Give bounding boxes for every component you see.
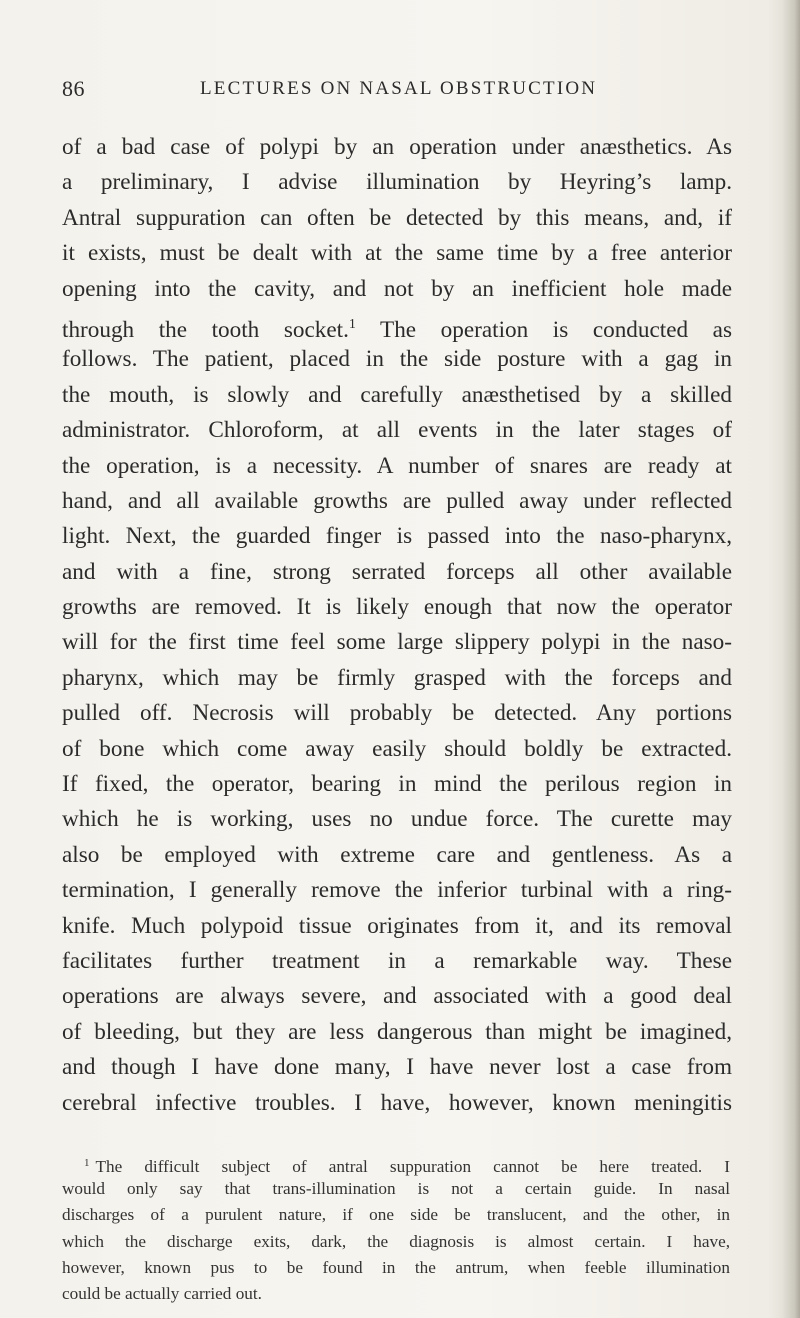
running-title: LECTURES ON NASAL OBSTRUCTION	[200, 78, 598, 99]
text-line: the operation, is a necessity. A number of snares are ready at	[62, 452, 732, 479]
footnote-line: could be actually carried out.	[62, 1283, 262, 1303]
text-line: administrator. Chloroform, at all events in the later stages of	[62, 417, 732, 444]
text-line: also be employed with extreme care and gentleness. As a	[62, 841, 732, 868]
text-line: the mouth, is slowly and carefully anæsthetised by a skilled	[62, 381, 732, 408]
footnote	[62, 1150, 730, 1307]
page-number: 86	[62, 76, 85, 101]
text-line: growths are removed. It is likely enough that now the operator	[62, 594, 732, 621]
text-line: a preliminary, I advise illumination by Heyring’s lamp.	[62, 169, 732, 196]
text-line: cerebral infective troubles. I have, however, known meningitis	[62, 1089, 732, 1116]
text-line: termination, I generally remove the inferior turbinal with a ring-	[62, 877, 732, 904]
footnote-line: would only say that trans-illumination is not a certain guide. In nasal	[62, 1179, 730, 1199]
text-line: pulled off. Necrosis will probably be detected. Any portions	[62, 700, 732, 727]
text-line: Antral suppuration can often be detected by this means, and, if	[62, 204, 732, 231]
text-line: will for the first time feel some large slippery polypi in the naso-	[62, 629, 732, 656]
text-line: which he is working, uses no undue force. The curette may	[62, 806, 732, 833]
text-line: and with a fine, strong serrated forceps all other available	[62, 558, 732, 585]
text-fragment: The operation is conducted as	[380, 316, 732, 343]
footnote-line: discharges of a purulent nature, if one side be translucent, and the other, in	[62, 1205, 730, 1225]
text-line: hand, and all available growths are pulled away under reflected	[62, 487, 732, 514]
page-edge-shadow	[782, 0, 800, 1318]
text-line: opening into the cavity, and not by an inefficient hole made	[62, 275, 732, 302]
text-line: operations are always severe, and associated with a good deal	[62, 983, 732, 1010]
text-line: facilitates further treatment in a remarkable way. These	[62, 947, 732, 974]
text-line-with-footnote	[62, 307, 732, 342]
footnote-reference: 1	[348, 316, 356, 332]
text-line: pharynx, which may be firmly grasped with the forceps and	[62, 664, 732, 691]
text-line: of bleeding, but they are less dangerous than might be imagined,	[62, 1018, 732, 1045]
text-line: it exists, must be dealt with at the same time by a free anterior	[62, 240, 732, 267]
text-line: light. Next, the guarded finger is passed into the naso-pharynx,	[62, 523, 732, 550]
text-line: and though I have done many, I have never lost a case from	[62, 1054, 732, 1081]
running-head	[62, 76, 742, 110]
footnote-line: which the discharge exits, dark, the diagnosis is almost certain. I have,	[62, 1231, 730, 1251]
text-fragment: through the tooth socket.	[62, 316, 349, 343]
footnote-line: however, known pus to be found in the antrum, when feeble illumination	[62, 1257, 730, 1277]
text-line: follows. The patient, placed in the side posture with a gag in	[62, 346, 732, 373]
footnote-marker: 1	[84, 1157, 90, 1169]
footnote-line	[62, 1150, 730, 1176]
text-line: of a bad case of polypi by an operation under anæsthetics. As	[62, 134, 732, 160]
text-line: of bone which come away easily should boldly be extracted.	[62, 735, 732, 762]
text-line: If fixed, the operator, bearing in mind the perilous region in	[62, 771, 732, 798]
main-text	[62, 130, 732, 1121]
text-line: knife. Much polypoid tissue originates from it, and its removal	[62, 912, 732, 939]
footnote-text: The difficult subject of antral suppuration cannot be here treated. I	[95, 1157, 730, 1176]
